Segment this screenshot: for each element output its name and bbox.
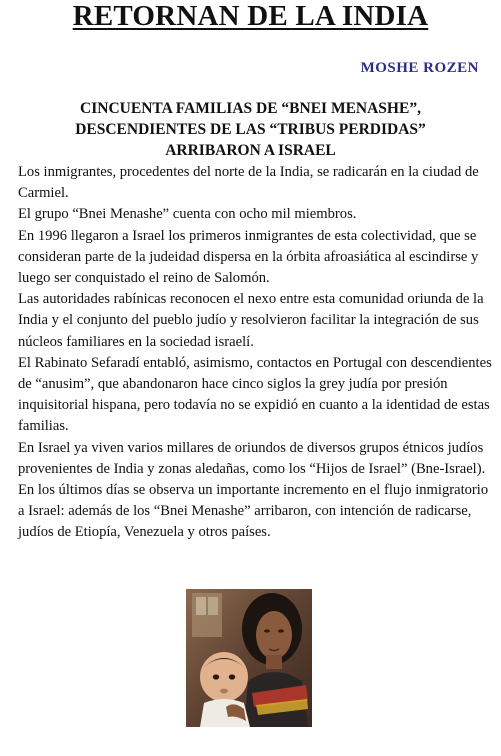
photo-illustration xyxy=(186,589,312,727)
body-paragraph: El grupo “Bnei Menashe” cuenta con ocho mil miembros. xyxy=(18,206,357,223)
article-title xyxy=(0,0,501,32)
body-paragraph: El Rabinato Sefaradí entabló, asimismo, contactos en Portugal con descendientes de “anusim”, que abandonaron hace cinco siglos la grey judía por presión inquisitorial hispana, pero todavía no se expidió en cuanto a la identidad de estas familias. xyxy=(18,354,492,435)
headline-line: DESCENDIENTES DE LAS “TRIBUS PERDIDAS” xyxy=(75,121,426,138)
author-byline: MOSHE ROZEN xyxy=(360,60,479,76)
headline-line: CINCUENTA FAMILIAS DE “BNEI MENASHE”, xyxy=(80,100,421,117)
article-title-text: RETORNAN DE LA INDIA xyxy=(72,0,429,32)
mother-and-baby-photo xyxy=(186,589,312,727)
article-body xyxy=(18,162,492,544)
body-paragraph: En 1996 llegaron a Israel los primeros inmigrantes de esta colectividad, que se consideran parte de la judeidad dispersa en la órbita afroasiática al escindirse y luego ser conquistado el reino de Salomón. xyxy=(18,227,479,287)
body-paragraph: En Israel ya viven varios millares de oriundos de diversos grupos étnicos judíos provenientes de India y zonas aledañas, como los “Hijos de Israel” (Bne-Israel). xyxy=(18,439,486,477)
body-paragraph: Los inmigrantes, procedentes del norte de la India, se radicarán en la ciudad de Carmiel. xyxy=(18,164,479,202)
article-headline xyxy=(30,98,471,161)
body-paragraph: Las autoridades rabínicas reconocen el nexo entre esta comunidad oriunda de la India y el conjunto del pueblo judío y resolvieron facilitar la integración de sus núcleos familiares en la sociedad israelí. xyxy=(18,291,484,350)
body-paragraph: En los últimos días se observa un importante incremento en el flujo inmigratorio a Israel: además de los “Bnei Menashe” arribaron, con intención de radicarse, judíos de Etiopía, Venezuela y otros países. xyxy=(18,482,489,541)
headline-line: ARRIBARON A ISRAEL xyxy=(165,142,336,159)
